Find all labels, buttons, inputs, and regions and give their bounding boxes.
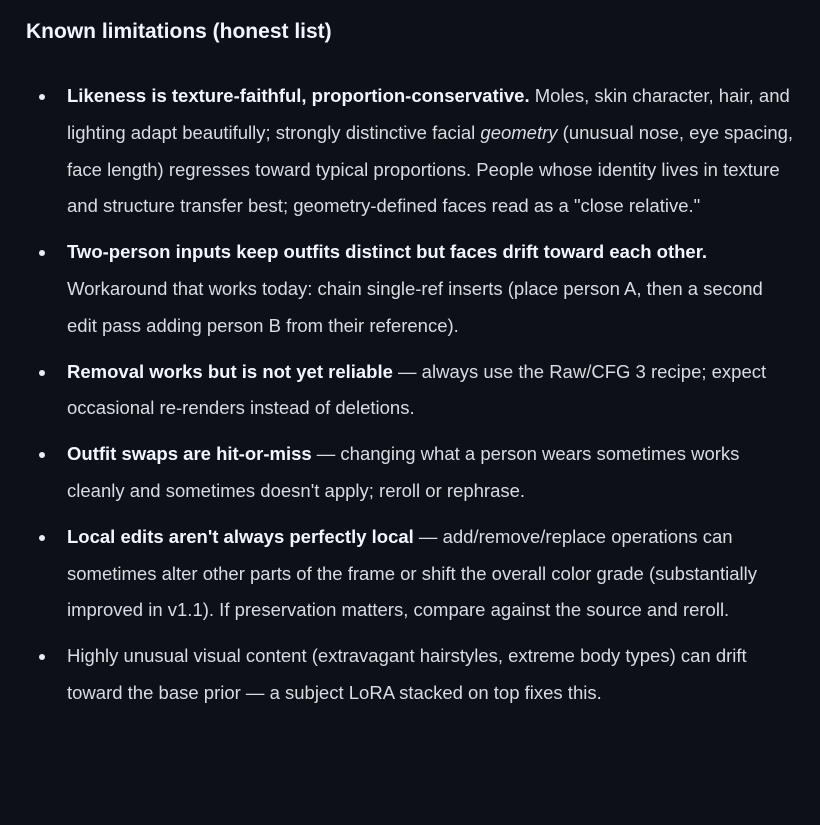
item-text: — add/remove/replace operations can sometimes alter other parts of the frame or shift the overall color grade (substantially improved in v1.1). If preservation matters, compare against the source and reroll. <box>67 525 757 621</box>
item-text: Workaround that works today: chain single-ref inserts (place person A, then a second edit pass adding person B from their reference). <box>67 277 763 336</box>
bullet-icon <box>39 452 45 458</box>
item-lead: Local edits aren't always perfectly local <box>67 525 414 547</box>
bullet-icon <box>39 535 45 541</box>
bullet-icon <box>39 654 45 660</box>
list-item <box>26 638 794 712</box>
list-item <box>26 78 794 225</box>
bullet-icon <box>39 370 45 376</box>
item-text: Highly unusual visual content (extravagant hairstyles, extreme body types) can drift toward the base prior — a subject LoRA stacked on top fixes this. <box>67 645 747 703</box>
item-text: (unusual nose, eye spacing, face length) regresses toward typical proportions. People whose identity lives in texture and structure transfer best; geometry-defined faces read as a "close relative." <box>67 121 794 217</box>
list-item <box>26 234 794 344</box>
bullet-icon <box>39 250 45 256</box>
bullet-icon <box>39 94 45 100</box>
item-lead: Likeness is texture-faithful, proportion-conservative. <box>67 85 530 106</box>
item-text: — changing what a person wears sometimes works cleanly and sometimes doesn't apply; reroll or rephrase. <box>67 443 740 501</box>
item-emphasis: geometry <box>480 121 558 143</box>
list-item <box>26 519 794 629</box>
list-item <box>26 354 794 428</box>
item-text: Moles, skin character, hair, and lighting adapt beautifully; strongly distinctive facial <box>67 85 790 143</box>
item-text: — always use the Raw/CFG 3 recipe; expect occasional re-renders instead of deletions. <box>67 360 767 419</box>
section-heading: Known limitations (honest list) <box>26 20 332 43</box>
item-lead: Removal works but is not yet reliable <box>67 360 393 382</box>
item-lead: Outfit swaps are hit-or-miss <box>67 443 312 465</box>
item-lead: Two-person inputs keep outfits distinct but faces drift toward each other. <box>67 241 708 263</box>
limitations-list <box>26 78 794 712</box>
list-item <box>26 436 794 510</box>
